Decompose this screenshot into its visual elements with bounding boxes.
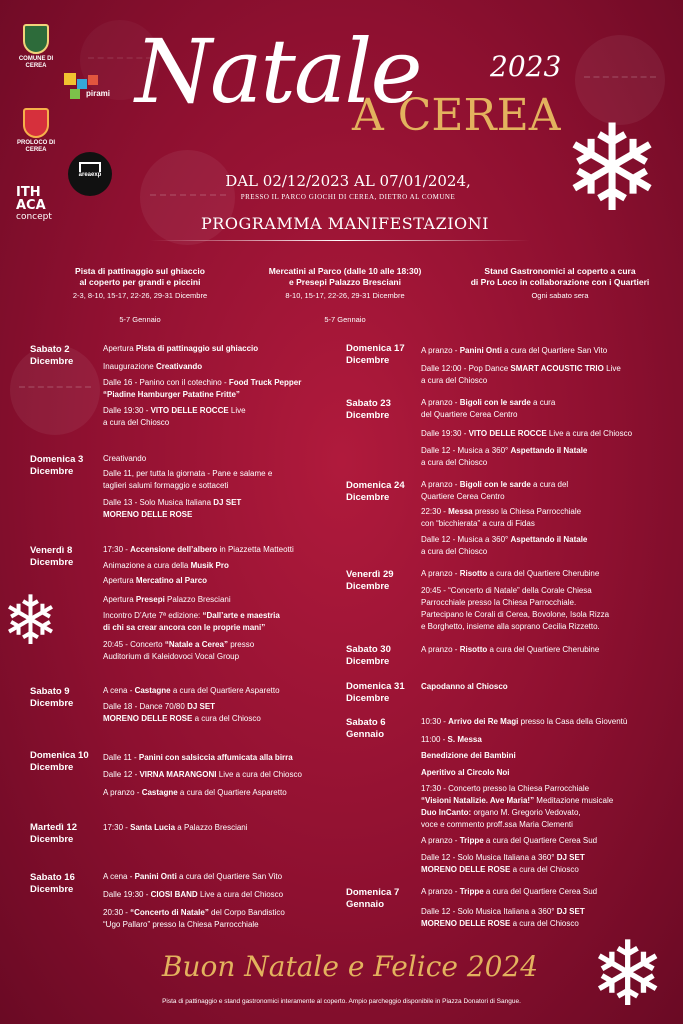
event-line (103, 611, 280, 621)
event-highlight: Castagne (134, 686, 171, 695)
event-line (421, 364, 621, 374)
event-highlight: Musik Pro (190, 561, 229, 570)
event-text: 17:30 - (103, 823, 131, 832)
event-highlight: DJ SET (187, 702, 216, 711)
event-text: Apertura (103, 344, 136, 353)
day-month: Dicembre (346, 655, 390, 667)
event-text: a cura del (530, 480, 569, 489)
event-highlight: Bigoli con le sarde (459, 480, 531, 489)
day-name: Venerdì 8 (30, 545, 73, 556)
event-text: “Ugo Pallaro” presso la Chiesa Parrocchiale (103, 920, 259, 929)
event-text: Dalle 19:30 - (103, 406, 151, 415)
event-line (103, 753, 293, 763)
snowflake-icon: ❄ (562, 100, 663, 239)
event-text: a cura del Chiosco (421, 547, 488, 556)
event-text: Live (228, 406, 246, 415)
day-name: Sabato 30 (346, 644, 391, 655)
event-line (103, 595, 231, 605)
event-text: Creativando (103, 454, 147, 463)
event-highlight: Panini con salsiccia affumicata alla birra (138, 753, 293, 762)
event-line (421, 569, 599, 579)
info-h1: Pista di pattinaggio sul ghiaccio (75, 266, 205, 276)
day-label (346, 398, 391, 422)
event-highlight: di chi sa crear ancora con le proprie mani” (103, 623, 266, 632)
event-text: organo M. Gregorio Vedovato, (471, 808, 581, 817)
event-highlight: Trippe (459, 887, 484, 896)
day-month: Dicembre (30, 883, 74, 895)
event-text: Dalle 12 - Solo Musica Italiana a 360° (421, 907, 557, 916)
event-highlight: Risotto (459, 645, 488, 654)
day-name: Domenica 10 (30, 750, 89, 761)
event-line (421, 507, 581, 517)
event-highlight: S. Messa (447, 735, 482, 744)
event-highlight: CIOSI BAND (150, 890, 198, 899)
event-line (103, 714, 261, 724)
event-highlight: DJ SET (213, 498, 242, 507)
event-line (421, 887, 597, 897)
event-highlight: “Concerto di Natale” (130, 908, 209, 917)
event-line (103, 561, 229, 571)
event-text: a cura del Quartiere Asparetto (170, 686, 280, 695)
event-highlight: Arrivo dei Re Magi (448, 717, 519, 726)
event-line (103, 702, 215, 712)
event-line (421, 751, 516, 761)
event-line (421, 682, 508, 692)
day-month: Dicembre (30, 556, 74, 568)
event-line (421, 410, 518, 420)
event-line (421, 808, 581, 818)
event-highlight: Accensione dell’albero (130, 545, 218, 554)
event-text: Dalle 12:00 - Pop Dance (421, 364, 511, 373)
event-text: 22:30 - (421, 507, 449, 516)
event-line (421, 446, 587, 456)
event-line (103, 481, 228, 491)
day-label (346, 644, 391, 668)
event-text: a cura del Chiosco (192, 714, 261, 723)
snowflake-icon: ❄ (2, 582, 59, 661)
title-year: 2023 (490, 50, 562, 83)
pirami-logo: pirami (64, 73, 114, 103)
event-line (421, 919, 579, 929)
event-line (421, 768, 509, 778)
title-cerea: A CEREA (352, 90, 561, 141)
event-text: 10:30 - (421, 717, 449, 726)
event-line (421, 784, 589, 794)
day-name: Sabato 6 (346, 717, 386, 728)
day-label (30, 545, 73, 569)
event-text: a cura del Quartiere Cherubine (487, 569, 600, 578)
event-line (103, 823, 248, 833)
event-text: A pranzo - (421, 836, 460, 845)
day-month: Dicembre (30, 355, 74, 367)
event-highlight: Aperitivo al Circolo Noi (421, 768, 510, 777)
day-month: Dicembre (346, 409, 390, 421)
event-line (103, 344, 258, 354)
event-highlight: Food Truck Pepper (228, 378, 302, 387)
event-text: Dalle 12 - (103, 770, 140, 779)
event-line (421, 376, 487, 386)
event-line (103, 788, 287, 798)
day-month: Dicembre (346, 580, 390, 592)
event-text: Partecipano le Corali di Cerea, Bovolone, Isola Rizza (421, 610, 610, 619)
event-highlight: Capodanno al Chiosco (421, 682, 508, 691)
event-text: A pranzo - (421, 346, 460, 355)
info-d: Ogni sabato sera (531, 291, 589, 301)
event-text: Dalle 12 - Musica a 360° (421, 446, 511, 455)
event-text: 20:45 - “Concerto di Natale” della Corale Chiesa (421, 586, 592, 595)
day-label (30, 750, 89, 774)
event-line (421, 820, 573, 830)
event-text: Live a cura del Chiosco (197, 890, 284, 899)
day-label (30, 872, 75, 896)
event-line (103, 576, 207, 586)
info-d2: 5-7 Gennaio (324, 314, 366, 324)
event-text: del Corpo Bandistico (208, 908, 285, 917)
info-column (40, 266, 240, 325)
event-line (421, 853, 585, 863)
event-highlight: MORENO DELLE ROSE (421, 865, 511, 874)
day-label (30, 822, 77, 846)
event-highlight: “Dall’arte e maestria (202, 611, 280, 620)
footer-note: Pista di pattinaggio e stand gastronomici interamente al coperto. Ampio parcheggio disponibile in Piazza Donatori di Sangue. (162, 998, 521, 1005)
event-text: Live a cura del Chiosco (546, 429, 633, 438)
event-highlight: “Piadine Hamburger Patatine Fritte” (103, 390, 240, 399)
event-text: Parrocchiale presso la Chiesa Parrocchiale. (421, 598, 577, 607)
event-text: Dalle 16 - Panino con il cotechino - (103, 378, 229, 387)
info-d: 8-10, 15-17, 22-26, 29-31 Dicembre (285, 291, 405, 301)
event-line (103, 890, 283, 900)
event-text: a cura del Chiosco (510, 865, 579, 874)
event-text: Animazione a cura della (103, 561, 191, 570)
day-month: Dicembre (346, 491, 390, 503)
event-line (103, 872, 282, 882)
event-text: 20:45 - Concerto (103, 640, 165, 649)
event-text: a cura del Chiosco (103, 418, 170, 427)
event-text: Dalle 19:30 - (421, 429, 469, 438)
day-name: Domenica 31 (346, 681, 405, 692)
info-h1: Stand Gastronomici al coperto a cura (484, 266, 636, 276)
event-line (421, 480, 568, 490)
event-text: Inaugurazione (103, 362, 156, 371)
event-text: A pranzo - (421, 398, 460, 407)
event-highlight: “Natale a Cerea” (164, 640, 228, 649)
event-text: 17:30 - Concerto presso la Chiesa Parrocchiale (421, 784, 590, 793)
event-text: a cura del Chiosco (510, 919, 579, 928)
event-text: Dalle 12 - Musica a 360° (421, 535, 511, 544)
event-text: Incontro D’Arte 7ª edizione: (103, 611, 203, 620)
event-text: a cura del Quartiere Asparetto (177, 788, 287, 797)
day-name: Sabato 23 (346, 398, 391, 409)
event-highlight: Messa (448, 507, 473, 516)
event-text: Meditazione musicale (534, 796, 614, 805)
day-label (346, 480, 405, 504)
day-name: Sabato 9 (30, 686, 70, 697)
day-month: Dicembre (346, 354, 390, 366)
day-month: Dicembre (30, 761, 74, 773)
event-line (421, 458, 487, 468)
event-line (103, 908, 285, 918)
day-label (346, 717, 386, 741)
greeting: Buon Natale e Felice 2024 (161, 950, 539, 983)
event-highlight: Trippe (459, 836, 484, 845)
event-text: del Quartiere Cerea Centro (421, 410, 518, 419)
event-text: A pranzo - (421, 645, 460, 654)
event-line (421, 796, 613, 806)
event-highlight: VITO DELLE ROCCE (150, 406, 229, 415)
event-line (421, 586, 592, 596)
event-text: a cura (530, 398, 556, 407)
event-highlight: MORENO DELLE ROSE (421, 919, 511, 928)
day-label (346, 681, 405, 705)
event-highlight: DJ SET (556, 907, 585, 916)
info-h1: Mercatini al Parco (dalle 10 alle 18:30) (268, 266, 422, 276)
event-line (421, 836, 597, 846)
comune-crest-icon (23, 24, 49, 54)
day-label (30, 686, 73, 710)
event-text: Dalle 11, per tutta la giornata - Pane e salame e (103, 469, 273, 478)
event-line (103, 652, 239, 662)
event-dates: DAL 02/12/2023 AL 07/01/2024, (225, 172, 471, 190)
event-line (103, 920, 259, 930)
event-highlight: Mercatino al Parco (135, 576, 208, 585)
event-text: a cura del Quartiere Cerea Sud (483, 887, 598, 896)
event-highlight: Santa Lucia (130, 823, 176, 832)
event-text: Dalle 18 - Dance 70/80 (103, 702, 188, 711)
day-label (30, 344, 73, 368)
event-text: A pranzo - (421, 887, 460, 896)
proloco-logo: PROLOCO DI CEREA (14, 108, 58, 154)
day-name: Venerdì 29 (346, 569, 394, 580)
event-line (103, 623, 265, 633)
event-line (103, 498, 241, 508)
event-text: a Palazzo Bresciani (175, 823, 248, 832)
event-text: Live a cura del Chiosco (216, 770, 302, 779)
day-month: Dicembre (346, 692, 390, 704)
event-text: Auditorium di Kaleidovoci Vocal Group (103, 652, 240, 661)
event-text: a cura del Chiosco (421, 458, 488, 467)
event-line (421, 735, 482, 745)
event-text: A cena - (103, 872, 135, 881)
event-text: A cena - (103, 686, 135, 695)
ithaca-logo: ITH ACA concept (16, 185, 52, 222)
event-line (421, 519, 535, 529)
event-text: a cura del Quartiere Cerea Sud (483, 836, 598, 845)
event-line (103, 418, 169, 428)
event-text: presso la Chiesa Parrocchiale (472, 507, 582, 516)
event-text: e Borghetto, insieme alla soprano Cecilia Rizzetto. (421, 622, 600, 631)
event-line (421, 429, 632, 439)
day-name: Domenica 24 (346, 480, 405, 491)
event-highlight: Creativando (155, 362, 203, 371)
event-text: a cura del Quartiere San Vito (501, 346, 608, 355)
event-line (421, 610, 609, 620)
event-text: a cura del Quartiere Cherubine (487, 645, 600, 654)
day-label (346, 343, 405, 367)
event-text: presso (227, 640, 255, 649)
event-text: A pranzo - (103, 788, 142, 797)
event-text: Palazzo Bresciani (164, 595, 231, 604)
program-heading: PROGRAMMA MANIFESTAZIONI (201, 214, 489, 233)
event-text: 20:30 - (103, 908, 131, 917)
event-highlight: VITO DELLE ROCCE (468, 429, 547, 438)
event-text: a cura del Quartiere San Vito (176, 872, 283, 881)
title-natale: Natale (135, 20, 421, 123)
day-name: Martedì 12 (30, 822, 77, 833)
day-month: Dicembre (30, 465, 74, 477)
event-line (103, 378, 301, 388)
event-highlight: DJ SET (556, 853, 585, 862)
event-highlight: Pista di pattinaggio sul ghiaccio (135, 344, 259, 353)
event-line (421, 865, 579, 875)
event-text: Apertura (103, 576, 136, 585)
event-line (103, 390, 240, 400)
event-line (421, 535, 587, 545)
event-line (103, 362, 202, 372)
proloco-crest-icon (23, 108, 49, 138)
snowflake-icon: ❄ (590, 922, 666, 1024)
event-text: Live (603, 364, 621, 373)
event-text: Apertura (103, 595, 136, 604)
event-text: voce e commento proff.ssa Maria Clementi (421, 820, 573, 829)
event-line (421, 598, 576, 608)
event-text: presso la Casa della Gioventù (518, 717, 628, 726)
event-text: Dalle 19:30 - (103, 890, 151, 899)
event-line (103, 454, 146, 464)
event-highlight: Duo InCanto: (421, 808, 472, 817)
event-text: Dalle 11 - (103, 753, 139, 762)
event-text: a cura del Chiosco (421, 376, 488, 385)
event-line (103, 640, 254, 650)
info-h2: e Presepi Palazzo Bresciani (289, 277, 401, 288)
event-highlight: SMART ACOUSTIC TRIO (510, 364, 604, 373)
event-highlight: Risotto (459, 569, 488, 578)
event-line (421, 346, 607, 356)
event-highlight: MORENO DELLE ROSE (103, 510, 193, 519)
event-line (421, 398, 555, 408)
event-text: 17:30 - (103, 545, 131, 554)
event-line (421, 547, 487, 557)
event-text: 11:00 - (421, 735, 448, 744)
event-highlight: VIRNA MARANGONI (139, 770, 217, 779)
day-month: Dicembre (30, 833, 74, 845)
event-line (103, 510, 192, 520)
day-month: Dicembre (30, 697, 74, 709)
event-text: Dalle 12 - Solo Musica Italiana a 360° (421, 853, 557, 862)
event-line (103, 469, 272, 479)
event-line (421, 492, 505, 502)
event-text: in Piazzetta Matteotti (217, 545, 294, 554)
day-label (30, 454, 83, 478)
day-label (346, 569, 394, 593)
event-highlight: Castagne (141, 788, 178, 797)
event-text: Dalle 13 - Solo Musica Italiana (103, 498, 214, 507)
info-column (460, 266, 660, 301)
event-text: con “bicchierata” a cura di Fidas (421, 519, 535, 528)
area-exp-logo: areaexp (68, 152, 112, 196)
event-text: Quartiere Cerea Centro (421, 492, 505, 501)
info-h2: al coperto per grandi e piccini (79, 277, 201, 288)
event-highlight: Panini Onti (134, 872, 177, 881)
event-highlight: “Visioni Natalizie. Ave Maria!” (421, 796, 535, 805)
day-month: Gennaio (346, 728, 385, 740)
event-line (103, 686, 280, 696)
event-highlight: Aspettando il Natale (510, 535, 588, 544)
event-text: A pranzo - (421, 569, 460, 578)
event-line (421, 907, 585, 917)
event-line (421, 717, 627, 727)
event-highlight: Benedizione dei Bambini (421, 751, 516, 760)
day-name: Domenica 3 (30, 454, 84, 465)
day-name: Domenica 7 (346, 887, 400, 898)
info-d2: 5-7 Gennaio (119, 314, 161, 324)
info-h2: di Pro Loco in collaborazione con i Quartieri (470, 277, 650, 288)
day-name: Domenica 17 (346, 343, 405, 354)
comune-logo: COMUNE DI CEREA (14, 24, 58, 70)
event-line (103, 545, 294, 555)
day-name: Sabato 16 (30, 872, 75, 883)
event-line (103, 770, 302, 780)
event-highlight: Presepi (135, 595, 165, 604)
event-highlight: MORENO DELLE ROSE (103, 714, 193, 723)
event-highlight: Panini Onti (459, 346, 502, 355)
day-name: Sabato 2 (30, 344, 70, 355)
event-text: taglieri salumi formaggio e sottaceti (103, 481, 229, 490)
day-label (346, 887, 399, 911)
info-d: 2-3, 8-10, 15-17, 22-26, 29-31 Dicembre (72, 291, 208, 301)
event-text: A pranzo - (421, 480, 460, 489)
event-line (421, 622, 600, 632)
event-line (103, 406, 246, 416)
event-highlight: Aspettando il Natale (510, 446, 588, 455)
divider (150, 240, 530, 241)
event-line (421, 645, 599, 655)
info-column (245, 266, 445, 325)
event-location: PRESSO IL PARCO GIOCHI DI CEREA, DIETRO AL COMUNE (240, 193, 456, 201)
event-highlight: Bigoli con le sarde (459, 398, 531, 407)
day-month: Gennaio (346, 898, 385, 910)
